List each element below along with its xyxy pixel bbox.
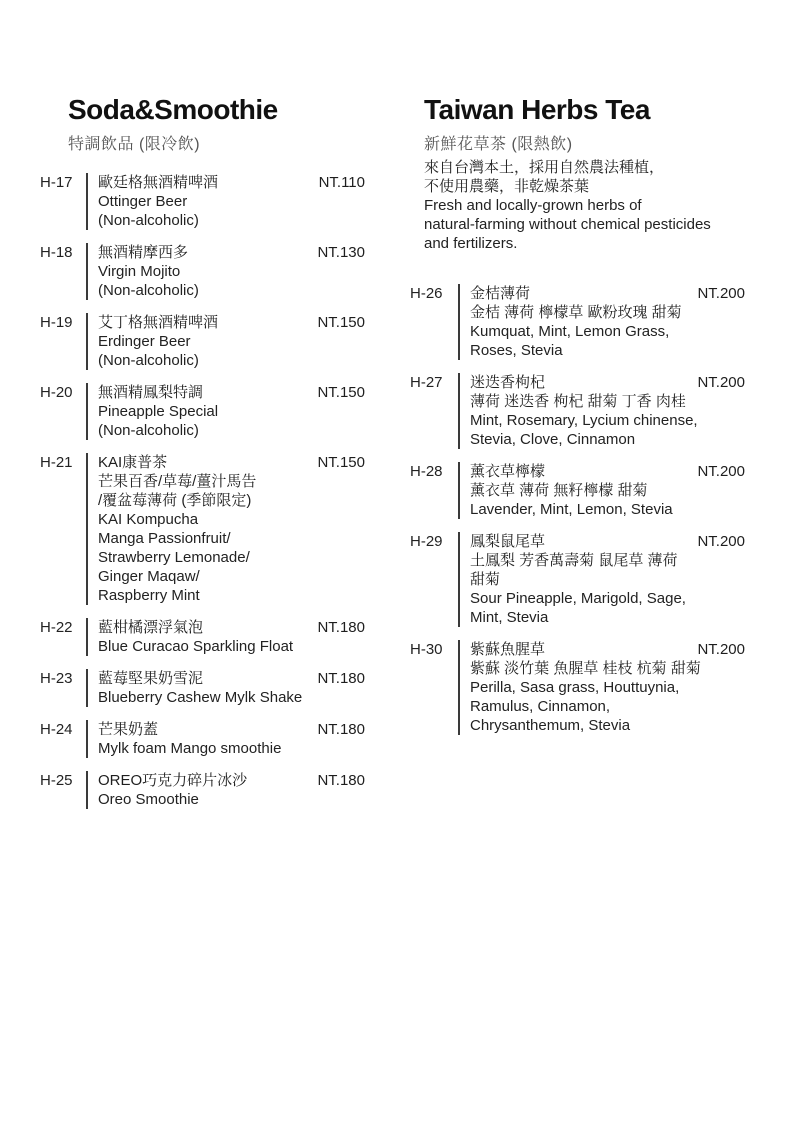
item-code: H-23 bbox=[40, 670, 73, 687]
item-line: 土鳳梨 芳香萬壽菊 鼠尾草 薄荷 bbox=[470, 552, 678, 569]
intro-line: 來自台灣本土，採用自然農法種植， bbox=[424, 159, 665, 176]
item-line: Blue Curacao Sparkling Float bbox=[98, 638, 294, 655]
item-line: Mylk foam Mango smoothie bbox=[98, 740, 282, 757]
item-price: NT.180 bbox=[317, 772, 365, 789]
menu-item bbox=[40, 313, 365, 370]
menu-item bbox=[40, 173, 365, 230]
item-price: NT.180 bbox=[317, 619, 365, 636]
item-line: 芒果百香/草莓/薑汁馬告 bbox=[98, 473, 257, 490]
item-list-soda-smoothie bbox=[40, 173, 365, 809]
item-price: NT.150 bbox=[317, 314, 365, 331]
menu-item bbox=[410, 373, 745, 449]
section-intro-taiwan-herbs-tea bbox=[424, 158, 764, 253]
item-body bbox=[86, 720, 365, 758]
item-line: 紫蘇 淡竹葉 魚腥草 桂枝 杭菊 甜菊 bbox=[470, 660, 701, 677]
item-body bbox=[458, 462, 745, 519]
item-name: OREO巧克力碎片冰沙 bbox=[98, 772, 248, 789]
item-body bbox=[86, 383, 365, 440]
item-line: 薄荷 迷迭香 枸杞 甜菊 丁香 肉桂 bbox=[470, 393, 686, 410]
item-price: NT.130 bbox=[317, 244, 365, 261]
item-line: KAI Kompucha bbox=[98, 511, 199, 528]
menu-item bbox=[40, 243, 365, 300]
item-line: 金桔 薄荷 檸檬草 歐粉玫瑰 甜菊 bbox=[470, 304, 682, 321]
menu-item bbox=[40, 618, 365, 656]
item-name: 鳳梨鼠尾草 bbox=[470, 533, 546, 550]
item-first-line bbox=[98, 313, 365, 332]
item-code: H-27 bbox=[410, 374, 443, 391]
menu-item bbox=[40, 453, 365, 605]
item-name: 無酒精鳳梨特調 bbox=[98, 384, 204, 401]
item-body bbox=[86, 453, 365, 605]
item-body bbox=[458, 373, 745, 449]
item-line: (Non-alcoholic) bbox=[98, 422, 199, 439]
item-price: NT.110 bbox=[318, 174, 365, 191]
item-code: H-28 bbox=[410, 463, 443, 480]
intro-line: 不使用農藥，非乾燥茶葉 bbox=[424, 178, 590, 195]
item-first-line bbox=[98, 453, 365, 472]
item-price: NT.200 bbox=[697, 463, 745, 480]
item-line: Manga Passionfruit/ bbox=[98, 530, 231, 547]
item-line: Kumquat, Mint, Lemon Grass, bbox=[470, 323, 670, 340]
section-subtitle-taiwan-herbs-tea: 新鮮花草茶 (限熱飲) bbox=[424, 135, 573, 153]
item-body bbox=[86, 669, 365, 707]
item-price: NT.150 bbox=[317, 384, 365, 401]
item-price: NT.200 bbox=[697, 533, 745, 550]
item-first-line bbox=[98, 173, 365, 192]
item-body bbox=[458, 640, 745, 735]
menu-item bbox=[410, 640, 745, 735]
item-name: 無酒精摩西多 bbox=[98, 244, 189, 261]
item-body bbox=[86, 173, 365, 230]
item-code: H-17 bbox=[40, 174, 73, 191]
item-first-line bbox=[98, 669, 365, 688]
item-line: Pineapple Special bbox=[98, 403, 219, 420]
item-line: Mint, Rosemary, Lycium chinense, bbox=[470, 412, 698, 429]
item-body bbox=[458, 532, 745, 627]
item-line: (Non-alcoholic) bbox=[98, 212, 199, 229]
item-line: Ginger Maqaw/ bbox=[98, 568, 200, 585]
item-line: Blueberry Cashew Mylk Shake bbox=[98, 689, 303, 706]
item-line: Raspberry Mint bbox=[98, 587, 200, 604]
item-first-line bbox=[470, 532, 745, 551]
intro-line: and fertilizers. bbox=[424, 235, 518, 252]
section-title-soda-smoothie: Soda&Smoothie bbox=[68, 94, 278, 125]
section-title-taiwan-herbs-tea: Taiwan Herbs Tea bbox=[424, 94, 650, 125]
item-first-line bbox=[470, 373, 745, 392]
item-line: /覆盆莓薄荷 (季節限定) bbox=[98, 492, 252, 509]
item-body bbox=[86, 243, 365, 300]
menu-item bbox=[40, 720, 365, 758]
item-line: Erdinger Beer bbox=[98, 333, 191, 350]
item-name: 迷迭香枸杞 bbox=[470, 374, 546, 391]
item-line: Oreo Smoothie bbox=[98, 791, 199, 808]
item-code: H-30 bbox=[410, 641, 443, 658]
section-subtitle-soda-smoothie: 特調飲品 (限冷飲) bbox=[68, 135, 201, 153]
item-name: KAI康普茶 bbox=[98, 454, 168, 471]
item-line: (Non-alcoholic) bbox=[98, 282, 199, 299]
item-first-line bbox=[98, 383, 365, 402]
item-name: 藍莓堅果奶雪泥 bbox=[98, 670, 204, 687]
item-name: 紫蘇魚腥草 bbox=[470, 641, 546, 658]
item-name: 薰衣草檸檬 bbox=[470, 463, 546, 480]
item-name: 艾丁格無酒精啤酒 bbox=[98, 314, 219, 331]
item-price: NT.180 bbox=[317, 721, 365, 738]
menu-item bbox=[40, 771, 365, 809]
item-line: 甜菊 bbox=[470, 571, 501, 588]
item-code: H-25 bbox=[40, 772, 73, 789]
item-code: H-20 bbox=[40, 384, 73, 401]
item-line: Roses, Stevia bbox=[470, 342, 563, 359]
item-line: Mint, Stevia bbox=[470, 609, 549, 626]
item-name: 歐廷格無酒精啤酒 bbox=[98, 174, 219, 191]
item-price: NT.150 bbox=[317, 454, 365, 471]
menu-item bbox=[410, 284, 745, 360]
item-code: H-29 bbox=[410, 533, 443, 550]
item-line: 薰衣草 薄荷 無籽檸檬 甜菊 bbox=[470, 482, 648, 499]
item-code: H-22 bbox=[40, 619, 73, 636]
section-header-soda-smoothie bbox=[68, 95, 278, 154]
item-line: Sour Pineapple, Marigold, Sage, bbox=[470, 590, 686, 607]
item-first-line bbox=[98, 771, 365, 790]
item-body bbox=[86, 618, 365, 656]
item-code: H-26 bbox=[410, 285, 443, 302]
intro-line: natural-farming without chemical pesticides bbox=[424, 216, 711, 233]
item-price: NT.200 bbox=[697, 374, 745, 391]
item-name: 金桔薄荷 bbox=[470, 285, 531, 302]
item-first-line bbox=[470, 284, 745, 303]
item-price: NT.200 bbox=[697, 641, 745, 658]
item-code: H-18 bbox=[40, 244, 73, 261]
item-first-line bbox=[98, 618, 365, 637]
menu-item bbox=[40, 383, 365, 440]
item-line: Perilla, Sasa grass, Houttuynia, bbox=[470, 679, 680, 696]
item-first-line bbox=[470, 640, 745, 659]
item-line: Ramulus, Cinnamon, bbox=[470, 698, 611, 715]
item-first-line bbox=[98, 243, 365, 262]
item-line: Virgin Mojito bbox=[98, 263, 181, 280]
item-first-line bbox=[470, 462, 745, 481]
item-body bbox=[86, 313, 365, 370]
item-code: H-21 bbox=[40, 454, 73, 471]
item-body bbox=[86, 771, 365, 809]
item-name: 芒果奶蓋 bbox=[98, 721, 159, 738]
intro-line: Fresh and locally-grown herbs of bbox=[424, 197, 642, 214]
item-code: H-24 bbox=[40, 721, 73, 738]
menu-item bbox=[410, 532, 745, 627]
item-list-taiwan-herbs-tea bbox=[410, 284, 745, 735]
item-name: 藍柑橘漂浮氣泡 bbox=[98, 619, 204, 636]
item-body bbox=[458, 284, 745, 360]
item-code: H-19 bbox=[40, 314, 73, 331]
item-price: NT.200 bbox=[697, 285, 745, 302]
item-line: Ottinger Beer bbox=[98, 193, 188, 210]
section-header-taiwan-herbs-tea bbox=[424, 95, 650, 154]
item-price: NT.180 bbox=[317, 670, 365, 687]
item-line: Lavender, Mint, Lemon, Stevia bbox=[470, 501, 673, 518]
item-line: (Non-alcoholic) bbox=[98, 352, 199, 369]
item-line: Chrysanthemum, Stevia bbox=[470, 717, 631, 734]
item-first-line bbox=[98, 720, 365, 739]
menu-item bbox=[40, 669, 365, 707]
item-line: Stevia, Clove, Cinnamon bbox=[470, 431, 636, 448]
item-line: Strawberry Lemonade/ bbox=[98, 549, 250, 566]
menu-item bbox=[410, 462, 745, 519]
